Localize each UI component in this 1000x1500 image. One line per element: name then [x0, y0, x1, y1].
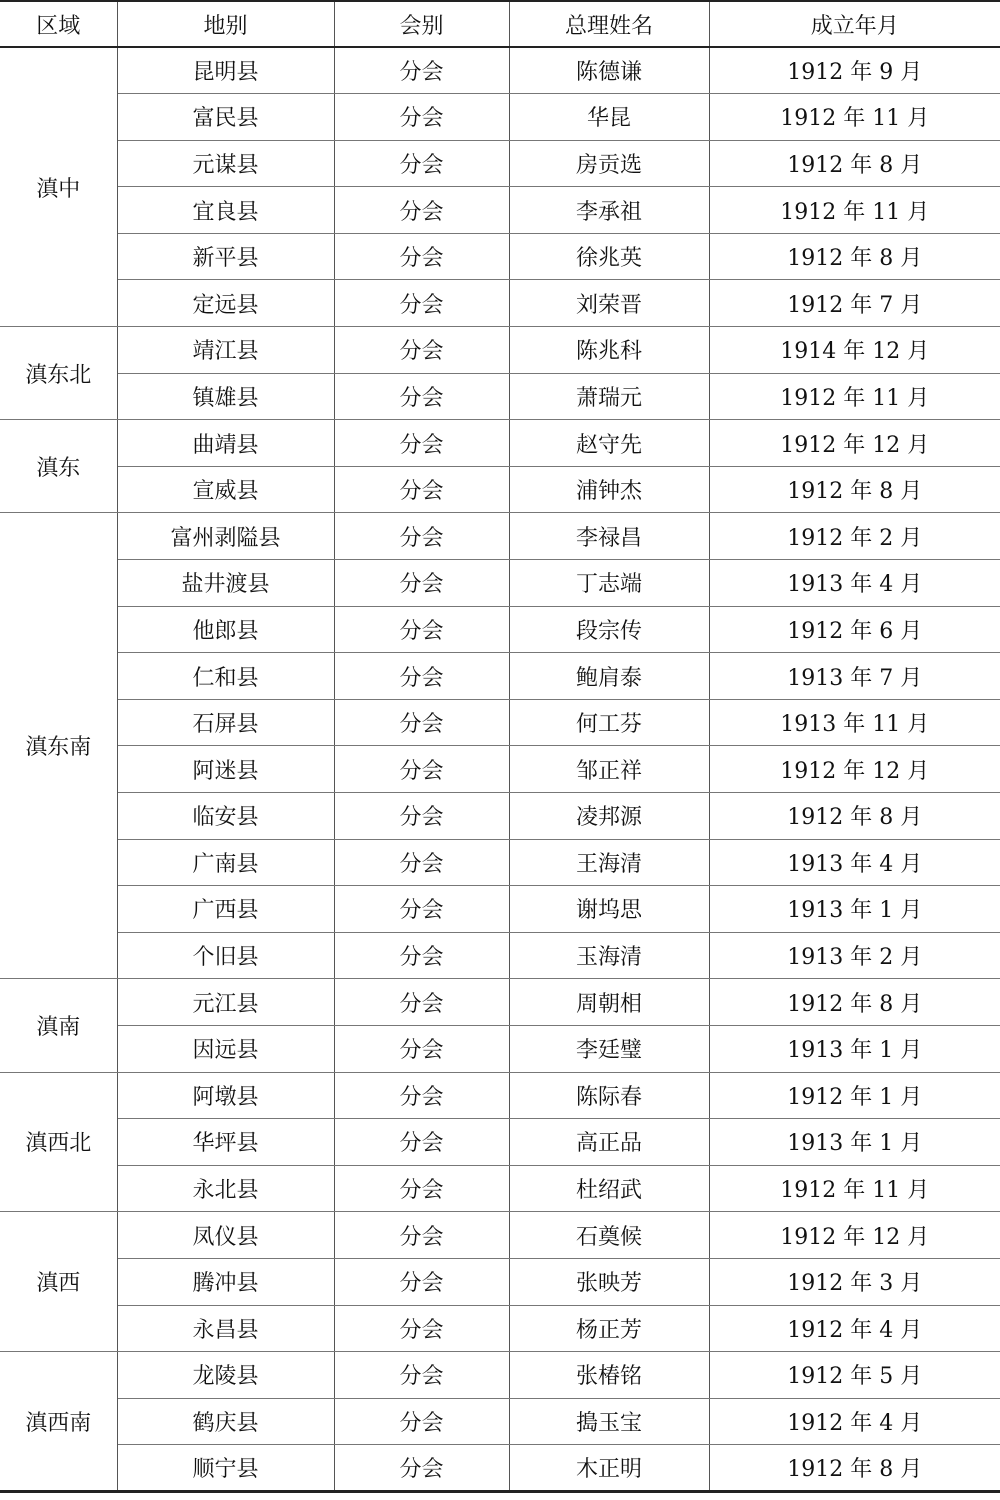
place-cell: 富民县 — [117, 94, 334, 141]
branch-type-cell: 分会 — [334, 187, 509, 234]
place-cell: 昆明县 — [117, 47, 334, 94]
founded-date-cell: 1912 年 12 月 — [709, 746, 1000, 793]
leader-name-cell: 刘荣晋 — [509, 280, 709, 327]
founded-date-cell: 1912 年 12 月 — [709, 420, 1000, 467]
place-cell: 仁和县 — [117, 653, 334, 700]
leader-name-cell: 杜绍武 — [509, 1165, 709, 1212]
table-row — [0, 699, 1000, 746]
table-row — [0, 1352, 1000, 1399]
branch-type-cell: 分会 — [334, 420, 509, 467]
leader-name-cell: 陈德谦 — [509, 47, 709, 94]
branch-type-cell: 分会 — [334, 979, 509, 1026]
place-cell: 石屏县 — [117, 699, 334, 746]
founded-date-cell: 1912 年 4 月 — [709, 1398, 1000, 1445]
branch-type-cell: 分会 — [334, 932, 509, 979]
leader-name-cell: 浦钟杰 — [509, 466, 709, 513]
branch-type-cell: 分会 — [334, 839, 509, 886]
founded-date-cell: 1912 年 1 月 — [709, 1072, 1000, 1119]
leader-name-cell: 搗玉宝 — [509, 1398, 709, 1445]
leader-name-cell: 萧瑞元 — [509, 373, 709, 420]
leader-name-cell: 房贡选 — [509, 140, 709, 187]
place-cell: 新平县 — [117, 233, 334, 280]
place-cell: 广南县 — [117, 839, 334, 886]
place-cell: 华坪县 — [117, 1119, 334, 1166]
table-row — [0, 606, 1000, 653]
place-cell: 曲靖县 — [117, 420, 334, 467]
founded-date-cell: 1912 年 11 月 — [709, 187, 1000, 234]
leader-name-cell: 段宗传 — [509, 606, 709, 653]
header-leader-name: 总理姓名 — [509, 1, 709, 47]
founded-date-cell: 1912 年 5 月 — [709, 1352, 1000, 1399]
region-cell: 滇南 — [0, 979, 117, 1072]
place-cell: 宜良县 — [117, 187, 334, 234]
table-row — [0, 1258, 1000, 1305]
table-row — [0, 373, 1000, 420]
region-cell: 滇东北 — [0, 327, 117, 420]
branch-type-cell: 分会 — [334, 1025, 509, 1072]
table-row — [0, 513, 1000, 560]
table-row — [0, 746, 1000, 793]
place-cell: 元江县 — [117, 979, 334, 1026]
place-cell: 腾冲县 — [117, 1258, 334, 1305]
region-cell: 滇中 — [0, 47, 117, 327]
table-row — [0, 420, 1000, 467]
table-row — [0, 932, 1000, 979]
table-row — [0, 466, 1000, 513]
table-row — [0, 1212, 1000, 1259]
branch-type-cell: 分会 — [334, 1305, 509, 1352]
leader-name-cell: 李承祖 — [509, 187, 709, 234]
branch-type-cell: 分会 — [334, 886, 509, 933]
branch-type-cell: 分会 — [334, 699, 509, 746]
table-row — [0, 1398, 1000, 1445]
region-cell: 滇西北 — [0, 1072, 117, 1212]
founded-date-cell: 1912 年 11 月 — [709, 94, 1000, 141]
table-row — [0, 839, 1000, 886]
leader-name-cell: 高正品 — [509, 1119, 709, 1166]
place-cell: 顺宁县 — [117, 1445, 334, 1492]
table-row — [0, 187, 1000, 234]
leader-name-cell: 李禄昌 — [509, 513, 709, 560]
founded-date-cell: 1912 年 9 月 — [709, 47, 1000, 94]
place-cell: 永北县 — [117, 1165, 334, 1212]
branch-type-cell: 分会 — [334, 280, 509, 327]
header-founded-date: 成立年月 — [709, 1, 1000, 47]
leader-name-cell: 邹正祥 — [509, 746, 709, 793]
founded-date-cell: 1912 年 8 月 — [709, 140, 1000, 187]
place-cell: 定远县 — [117, 280, 334, 327]
branch-type-cell: 分会 — [334, 653, 509, 700]
founded-date-cell: 1913 年 7 月 — [709, 653, 1000, 700]
branch-type-cell: 分会 — [334, 1398, 509, 1445]
leader-name-cell: 华昆 — [509, 94, 709, 141]
place-cell: 凤仪县 — [117, 1212, 334, 1259]
branch-type-cell: 分会 — [334, 1445, 509, 1492]
region-cell: 滇西 — [0, 1212, 117, 1352]
place-cell: 阿墩县 — [117, 1072, 334, 1119]
leader-name-cell: 王海清 — [509, 839, 709, 886]
branch-type-cell: 分会 — [334, 560, 509, 607]
region-cell: 滇东 — [0, 420, 117, 513]
table-row — [0, 1165, 1000, 1212]
table-row — [0, 94, 1000, 141]
branch-type-cell: 分会 — [334, 94, 509, 141]
founded-date-cell: 1913 年 4 月 — [709, 560, 1000, 607]
branch-type-cell: 分会 — [334, 466, 509, 513]
table-row — [0, 560, 1000, 607]
place-cell: 他郎县 — [117, 606, 334, 653]
table-row — [0, 1072, 1000, 1119]
leader-name-cell: 张椿铭 — [509, 1352, 709, 1399]
header-region: 区域 — [0, 1, 117, 47]
leader-name-cell: 陈际春 — [509, 1072, 709, 1119]
table-row — [0, 233, 1000, 280]
founded-date-cell: 1912 年 8 月 — [709, 1445, 1000, 1492]
leader-name-cell: 周朝相 — [509, 979, 709, 1026]
table-row — [0, 47, 1000, 94]
place-cell: 龙陵县 — [117, 1352, 334, 1399]
founded-date-cell: 1913 年 2 月 — [709, 932, 1000, 979]
founded-date-cell: 1912 年 7 月 — [709, 280, 1000, 327]
leader-name-cell: 玉海清 — [509, 932, 709, 979]
founded-date-cell: 1912 年 2 月 — [709, 513, 1000, 560]
branch-type-cell: 分会 — [334, 1119, 509, 1166]
founded-date-cell: 1913 年 1 月 — [709, 1119, 1000, 1166]
leader-name-cell: 李廷璧 — [509, 1025, 709, 1072]
place-cell: 宣威县 — [117, 466, 334, 513]
leader-name-cell: 丁志端 — [509, 560, 709, 607]
leader-name-cell: 石奠候 — [509, 1212, 709, 1259]
founded-date-cell: 1912 年 4 月 — [709, 1305, 1000, 1352]
founded-date-cell: 1912 年 3 月 — [709, 1258, 1000, 1305]
branch-type-cell: 分会 — [334, 1352, 509, 1399]
leader-name-cell: 张映芳 — [509, 1258, 709, 1305]
branch-type-cell: 分会 — [334, 373, 509, 420]
branch-type-cell: 分会 — [334, 513, 509, 560]
founded-date-cell: 1912 年 8 月 — [709, 233, 1000, 280]
branch-type-cell: 分会 — [334, 1072, 509, 1119]
leader-name-cell: 凌邦源 — [509, 793, 709, 840]
leader-name-cell: 谢坞思 — [509, 886, 709, 933]
branch-type-cell: 分会 — [334, 47, 509, 94]
table-row — [0, 886, 1000, 933]
table-row — [0, 327, 1000, 374]
founded-date-cell: 1913 年 11 月 — [709, 699, 1000, 746]
founded-date-cell: 1912 年 11 月 — [709, 373, 1000, 420]
table-row — [0, 1445, 1000, 1492]
table-row — [0, 1025, 1000, 1072]
founded-date-cell: 1912 年 8 月 — [709, 793, 1000, 840]
table-row — [0, 1305, 1000, 1352]
branch-type-cell: 分会 — [334, 1258, 509, 1305]
founded-date-cell: 1912 年 8 月 — [709, 979, 1000, 1026]
founded-date-cell: 1912 年 8 月 — [709, 466, 1000, 513]
table-header-row — [0, 1, 1000, 47]
branch-type-cell: 分会 — [334, 1212, 509, 1259]
founded-date-cell: 1912 年 12 月 — [709, 1212, 1000, 1259]
branch-type-cell: 分会 — [334, 1165, 509, 1212]
place-cell: 镇雄县 — [117, 373, 334, 420]
founded-date-cell: 1913 年 1 月 — [709, 1025, 1000, 1072]
place-cell: 阿迷县 — [117, 746, 334, 793]
founded-date-cell: 1913 年 1 月 — [709, 886, 1000, 933]
leader-name-cell: 木正明 — [509, 1445, 709, 1492]
branch-type-cell: 分会 — [334, 140, 509, 187]
table-body — [0, 47, 1000, 1491]
founded-date-cell: 1912 年 11 月 — [709, 1165, 1000, 1212]
place-cell: 永昌县 — [117, 1305, 334, 1352]
place-cell: 广西县 — [117, 886, 334, 933]
place-cell: 盐井渡县 — [117, 560, 334, 607]
leader-name-cell: 徐兆英 — [509, 233, 709, 280]
founded-date-cell: 1913 年 4 月 — [709, 839, 1000, 886]
leader-name-cell: 杨正芳 — [509, 1305, 709, 1352]
table-row — [0, 793, 1000, 840]
header-branch-type: 会别 — [334, 1, 509, 47]
place-cell: 因远县 — [117, 1025, 334, 1072]
header-place: 地别 — [117, 1, 334, 47]
branch-type-cell: 分会 — [334, 327, 509, 374]
branch-type-cell: 分会 — [334, 233, 509, 280]
place-cell: 靖江县 — [117, 327, 334, 374]
table-row — [0, 653, 1000, 700]
branch-type-cell: 分会 — [334, 606, 509, 653]
leader-name-cell: 赵守先 — [509, 420, 709, 467]
table-row — [0, 140, 1000, 187]
table-row — [0, 280, 1000, 327]
branch-type-cell: 分会 — [334, 746, 509, 793]
leader-name-cell: 鲍肩泰 — [509, 653, 709, 700]
founded-date-cell: 1914 年 12 月 — [709, 327, 1000, 374]
founded-date-cell: 1912 年 6 月 — [709, 606, 1000, 653]
place-cell: 个旧县 — [117, 932, 334, 979]
place-cell: 鹤庆县 — [117, 1398, 334, 1445]
leader-name-cell: 何工芬 — [509, 699, 709, 746]
table-row — [0, 979, 1000, 1026]
branch-type-cell: 分会 — [334, 793, 509, 840]
region-cell: 滇西南 — [0, 1352, 117, 1492]
place-cell: 富州剥隘县 — [117, 513, 334, 560]
leader-name-cell: 陈兆科 — [509, 327, 709, 374]
place-cell: 临安县 — [117, 793, 334, 840]
place-cell: 元谋县 — [117, 140, 334, 187]
table-row — [0, 1119, 1000, 1166]
region-cell: 滇东南 — [0, 513, 117, 979]
